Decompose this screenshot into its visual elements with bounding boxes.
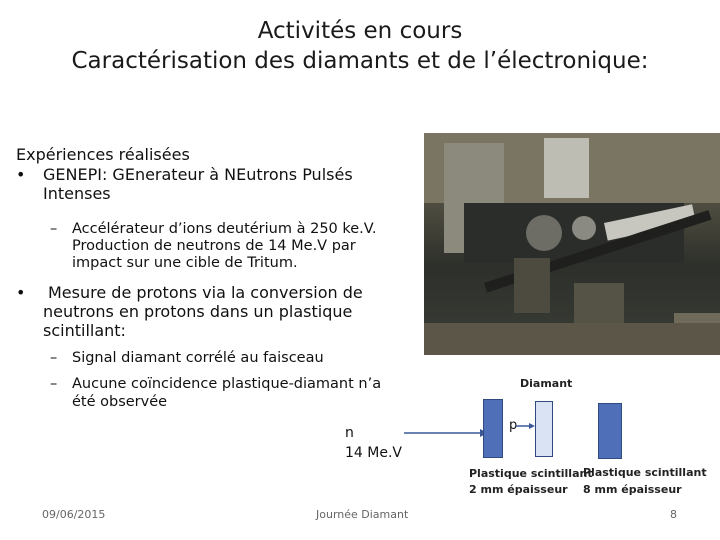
- caption-scintillator-2mm-thickness: 2 mm épaisseur: [469, 483, 568, 496]
- plastic-scintillator-8mm: [598, 403, 622, 459]
- experiment-photo-illustration: [424, 133, 720, 355]
- neutron-label: [345, 423, 402, 463]
- sub-dash: –: [50, 221, 58, 237]
- footer-event: Journée Diamant: [316, 508, 409, 521]
- sub-2-2-line-2: été observée: [72, 394, 168, 410]
- caption-scintillator-8mm-type: Plastique scintillant: [583, 466, 707, 479]
- footer-date: 09/06/2015: [42, 508, 106, 521]
- caption-scintillator-2mm-type: Plastique scintillant: [469, 467, 593, 480]
- diamant-label: Diamant: [520, 377, 573, 390]
- experiment-photo: [424, 133, 720, 355]
- bullet-2-line-2: neutrons en protons dans un plastique: [43, 302, 353, 321]
- sub-dash: –: [50, 350, 58, 366]
- sub-2-2-line-1: Aucune coïncidence plastique-diamant n’a: [72, 376, 382, 392]
- sub-1-1-line-3: impact sur une cible de Tritum.: [72, 255, 298, 271]
- slide-title: [0, 16, 720, 76]
- title-line-2: Caractérisation des diamants et de l’électronique:: [71, 48, 649, 74]
- neutron-arrow: [400, 420, 490, 440]
- sub-1-1-line-2: Production de neutrons de 14 Me.V par: [72, 238, 356, 254]
- bullet-1-line-1: GENEPI: GEnerateur à NEutrons Pulsés: [43, 165, 353, 184]
- plastic-scintillator-2mm: [483, 399, 503, 458]
- proton-label: p: [509, 418, 518, 433]
- neutron-label-energy: 14 Me.V: [345, 445, 402, 461]
- bullet-2-line-1: Mesure de protons via la conversion de: [48, 283, 363, 302]
- title-line-1: Activités en cours: [257, 18, 463, 44]
- sub-dash: –: [50, 376, 58, 392]
- sub-1-1-line-1: Accélérateur d’ions deutérium à 250 ke.V.: [72, 221, 377, 237]
- bullet-marker: •: [16, 283, 26, 302]
- bullet-marker: •: [16, 165, 26, 184]
- diamond-detector: [535, 401, 553, 457]
- footer-page-number: 8: [670, 508, 677, 521]
- proton-arrow: [515, 420, 537, 432]
- section-heading: Expériences réalisées: [16, 145, 190, 164]
- bullet-1-line-2: Intenses: [43, 184, 111, 203]
- neutron-label-symbol: n: [345, 425, 354, 441]
- bullet-2-line-3: scintillant:: [43, 321, 126, 340]
- caption-scintillator-8mm-thickness: 8 mm épaisseur: [583, 483, 682, 496]
- sub-2-1-line-1: Signal diamant corrélé au faisceau: [72, 350, 324, 366]
